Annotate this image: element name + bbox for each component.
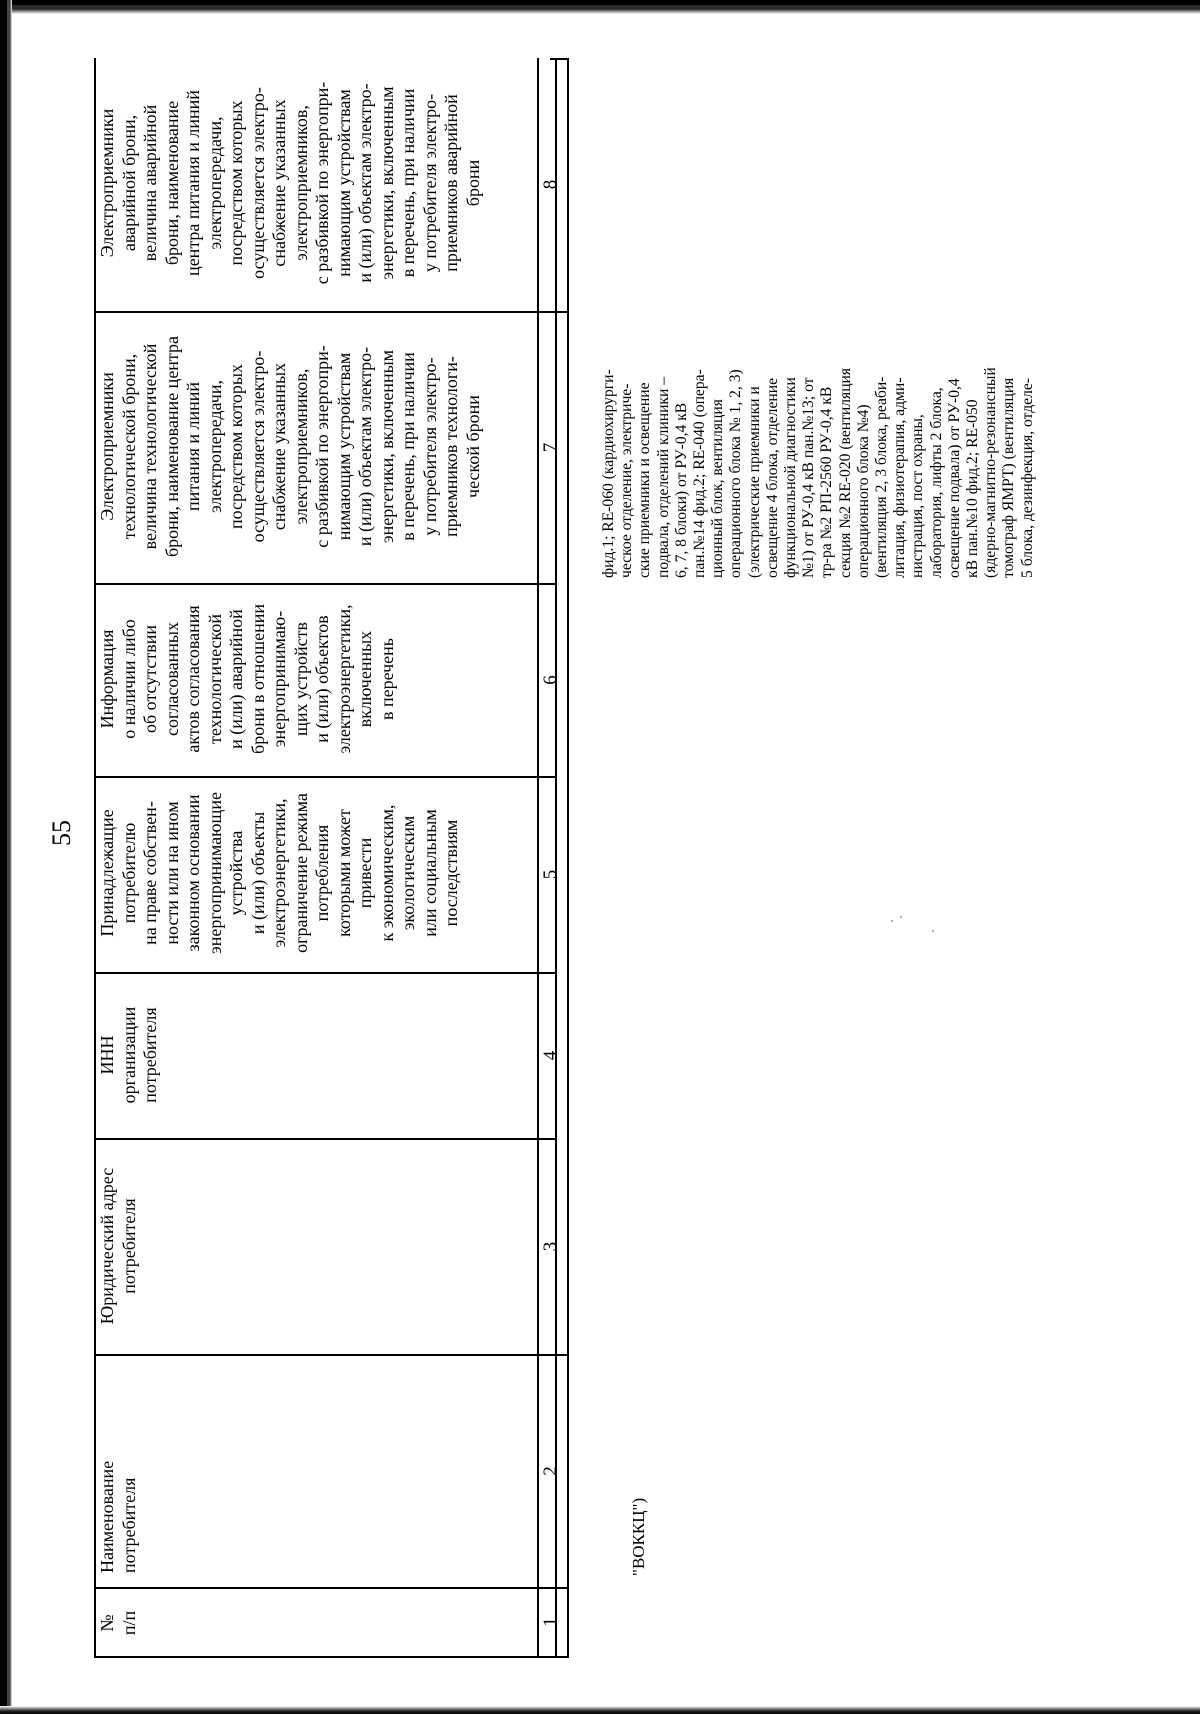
col-divider-1-2 <box>94 1587 568 1589</box>
column-number-2: 2 <box>540 1466 561 1476</box>
header-c3: Юридический адрес потребителя <box>97 1167 139 1325</box>
header-c8: Электроприемники аварийной брони, величина аварийной брони, наименование центра питания и линий электропередачи, посредством которых осуществляется электро- снабжение указанных электроприемников, с разбивкой по энергопри- нимающим устройствам и (или) объектам электро- энергетики, включенным в перечень, при наличии у потребителя электро- приемников аварийной брони <box>97 81 483 285</box>
header-c1: № п/п <box>97 1610 139 1636</box>
table-border-left <box>94 1656 568 1658</box>
header-c6: Информация о наличии либо об отсутствии согласованных актов согласования технологической и (или) аварийной брони в отношении энергопринимаю- щих устройств и (или) объектов электроэнергетики, включенных в перечень <box>97 604 397 754</box>
header-c2: Наименование потребителя <box>97 1460 139 1573</box>
column-number-6: 6 <box>540 675 561 685</box>
col-divider-4-5 <box>94 972 557 974</box>
scan-edge-left <box>0 0 12 1714</box>
page-number: 55 <box>47 820 76 846</box>
header-c5: Принадлежащие потребителю на праве собствен- ности или на ином законном основании энергопринимающие устройства и (или) объекты электроэнергетики, ограничение режима потребления которыми может привести к экономическим, экологическим или социальным последствиям <box>97 792 461 954</box>
header-c7: Электроприемники технологической брони, величина технологической брони, наименование центра питания и линий электропередачи, посредством которых осуществляется электро- снабжение указанных электроприемников, с разбивкой по энергопри- нимающим устройствам и (или) объектам электро- энергетики, включенным в перечень, при наличии у потребителя электро- приемников технологи- ческой брони <box>97 335 483 558</box>
scan-edge-bottom <box>0 1706 1200 1714</box>
scan-speck <box>900 916 902 918</box>
scan-edge-top <box>0 0 1200 14</box>
scan-speck <box>891 920 893 922</box>
table-border-top <box>94 58 96 1658</box>
column-number-1: 1 <box>540 1617 561 1627</box>
header-c4: ИНН организации потребителя <box>97 1006 160 1104</box>
column-number-7: 7 <box>540 442 561 453</box>
column-number-8: 8 <box>540 179 561 190</box>
column-number-5: 5 <box>540 869 561 880</box>
consumer-name-tail: "ВОККЦ") <box>629 1497 648 1576</box>
scan-speck <box>932 930 934 932</box>
tech-reserve-text: фид.1; RE-060 (кардиохирурги- ческое отделение, электриче- ские приемники и освещение подвала, отделений клиники – 6, 7, 8 блоки) от РУ-0,4 кВ пан.№14 фид.2; RE-040 (опера- ционный блок, вентиляция операционного блока № 1, 2, 3) (электрические приемники и освещение 4 блока, отделение функциональной диагностики №1) от РУ-0,4 кВ пан.№13; от тр-ра №2 РП-2560 РУ-0,4 кВ секция №2 RE-020 (вентиляция операционного блока №4) (вентиляция 2, 3 блока, реаби- литация, физиотерапия, адми- нистрация, пост охраны, лаборатория, лифты 2 блока, освещение подвала) от РУ-0,4 кВ пан.№10 фид.2; RE-050 (ядерно-магнитно-резонансный томограф ЯМРТ) (вентиляция 5 блока, дезинфекция, отделе- <box>600 367 1036 578</box>
column-number-4: 4 <box>540 1050 561 1061</box>
col-divider-2-3 <box>94 1354 568 1356</box>
column-number-3: 3 <box>540 1241 561 1252</box>
col-divider-3-4 <box>94 1138 557 1140</box>
table-border-bottom <box>567 58 569 1658</box>
